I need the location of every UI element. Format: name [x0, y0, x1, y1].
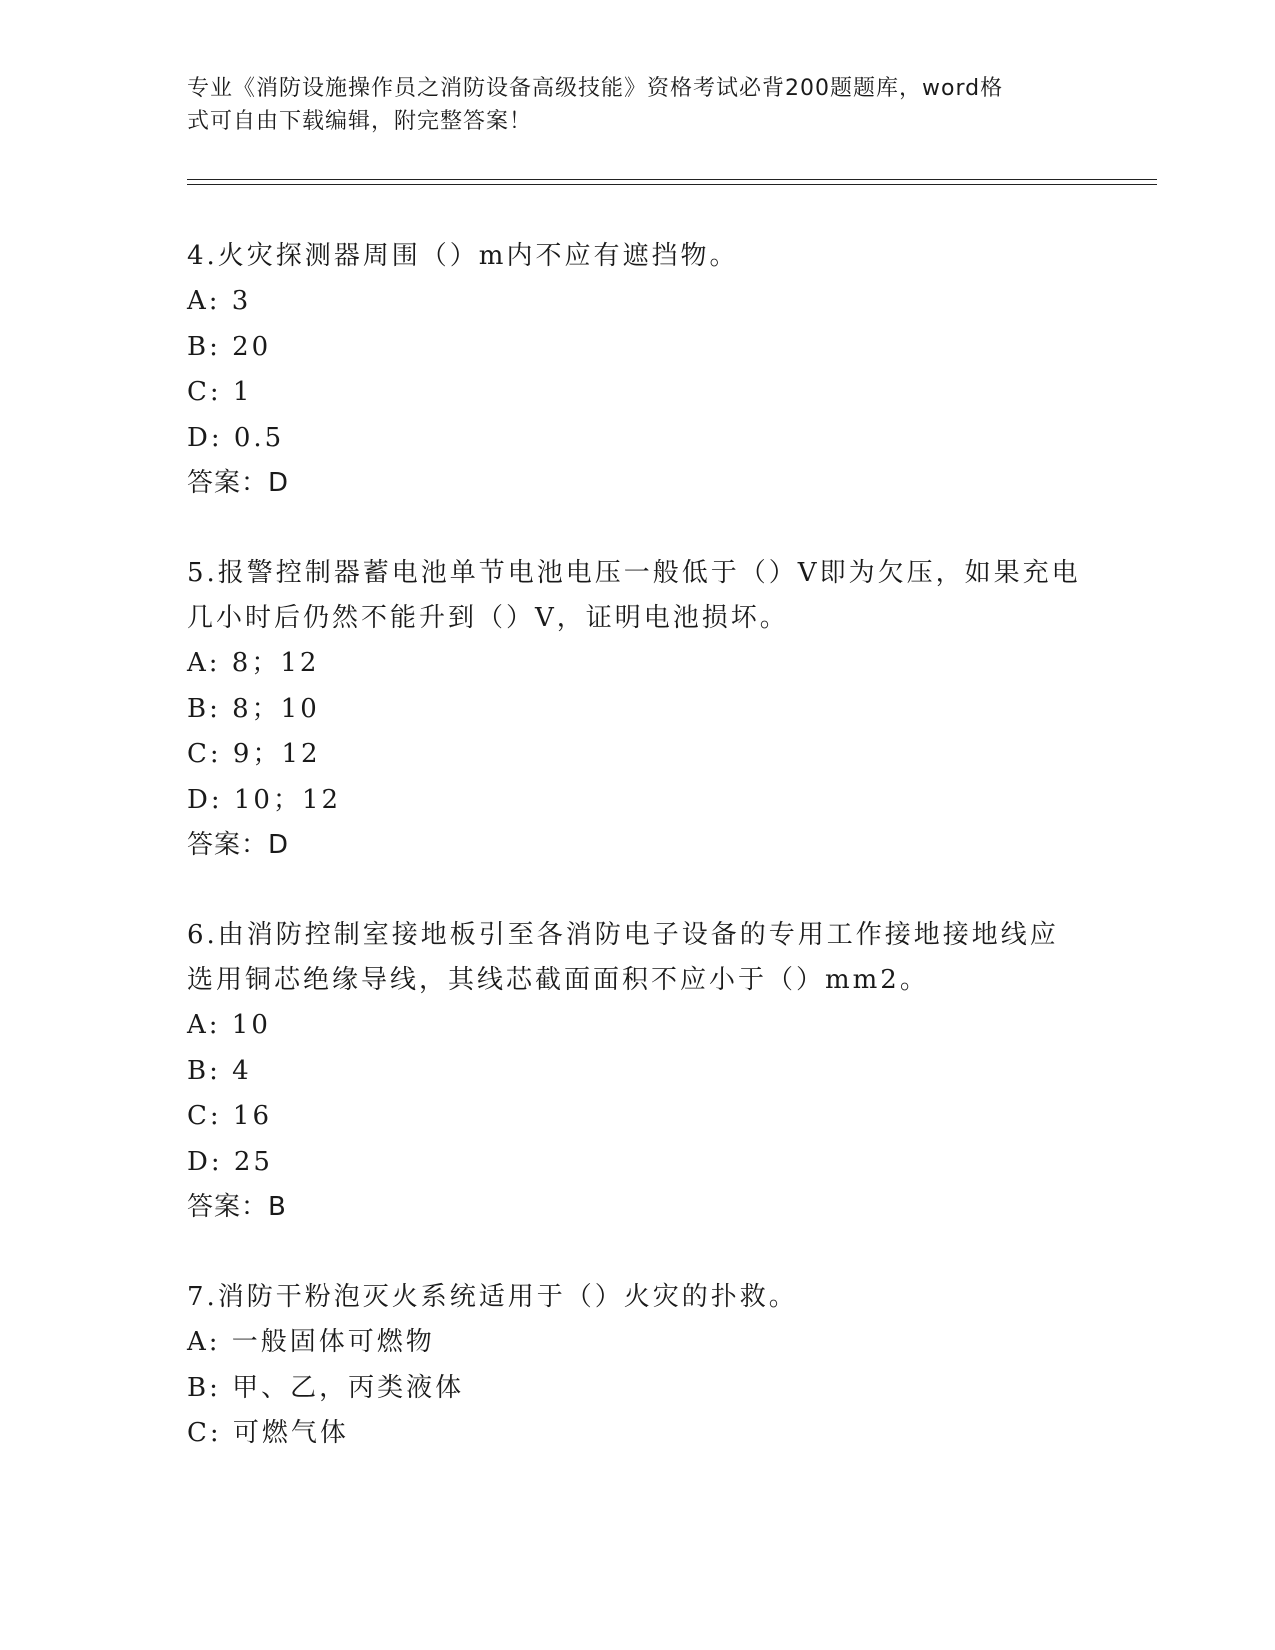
question-item — [187, 913, 1187, 1230]
answer-text: 答案：B — [187, 1192, 287, 1222]
answer-text: 答案：D — [187, 830, 290, 860]
question-text: 6.由消防控制室接地板引至各消防电子设备的专用工作接地接地线应选用铜芯绝缘导线，其线芯截面面积不应小于（）mm2。 — [187, 920, 1059, 995]
question-item — [187, 551, 1187, 868]
option-c: C: 9；12 — [187, 739, 321, 769]
option-b: B: 甲、乙，丙类液体 — [187, 1372, 465, 1403]
question-text: 7.消防干粉泡灭火系统适用于（）火灾的扑救。 — [187, 1282, 798, 1312]
document-header — [187, 72, 1087, 138]
option-c: C: 可燃气体 — [187, 1418, 349, 1448]
option-d: D: 10；12 — [187, 784, 342, 815]
option-c: C: 1 — [187, 377, 253, 407]
option-b: B: 4 — [187, 1055, 252, 1086]
header-line-1: 专业《消防设施操作员之消防设备高级技能》资格考试必背200题题库，word格 — [187, 76, 1004, 101]
option-d: D: 0.5 — [187, 422, 285, 453]
header-line-2: 式可自由下载编辑，附完整答案！ — [187, 109, 533, 134]
option-b: B: 20 — [187, 331, 272, 362]
question-item — [187, 234, 1187, 506]
answer-text: 答案：D — [187, 468, 290, 498]
header-divider-bottom — [187, 184, 1157, 185]
option-a: A: 10 — [187, 1010, 271, 1040]
option-a: A: 8；12 — [187, 648, 320, 678]
question-list — [187, 234, 1187, 1502]
option-c: C: 16 — [187, 1101, 273, 1131]
option-d: D: 25 — [187, 1146, 273, 1177]
question-item — [187, 1275, 1187, 1457]
option-b: B: 8；10 — [187, 693, 320, 724]
option-a: A: 3 — [187, 286, 252, 316]
header-divider-top — [187, 179, 1157, 180]
question-text: 4.火灾探测器周围（）m内不应有遮挡物。 — [187, 241, 739, 271]
question-text: 5.报警控制器蓄电池单节电池电压一般低于（）V即为欠压，如果充电几小时后仍然不能升到（）V，证明电池损坏。 — [187, 558, 1081, 633]
option-a: A: 一般固体可燃物 — [187, 1327, 435, 1357]
